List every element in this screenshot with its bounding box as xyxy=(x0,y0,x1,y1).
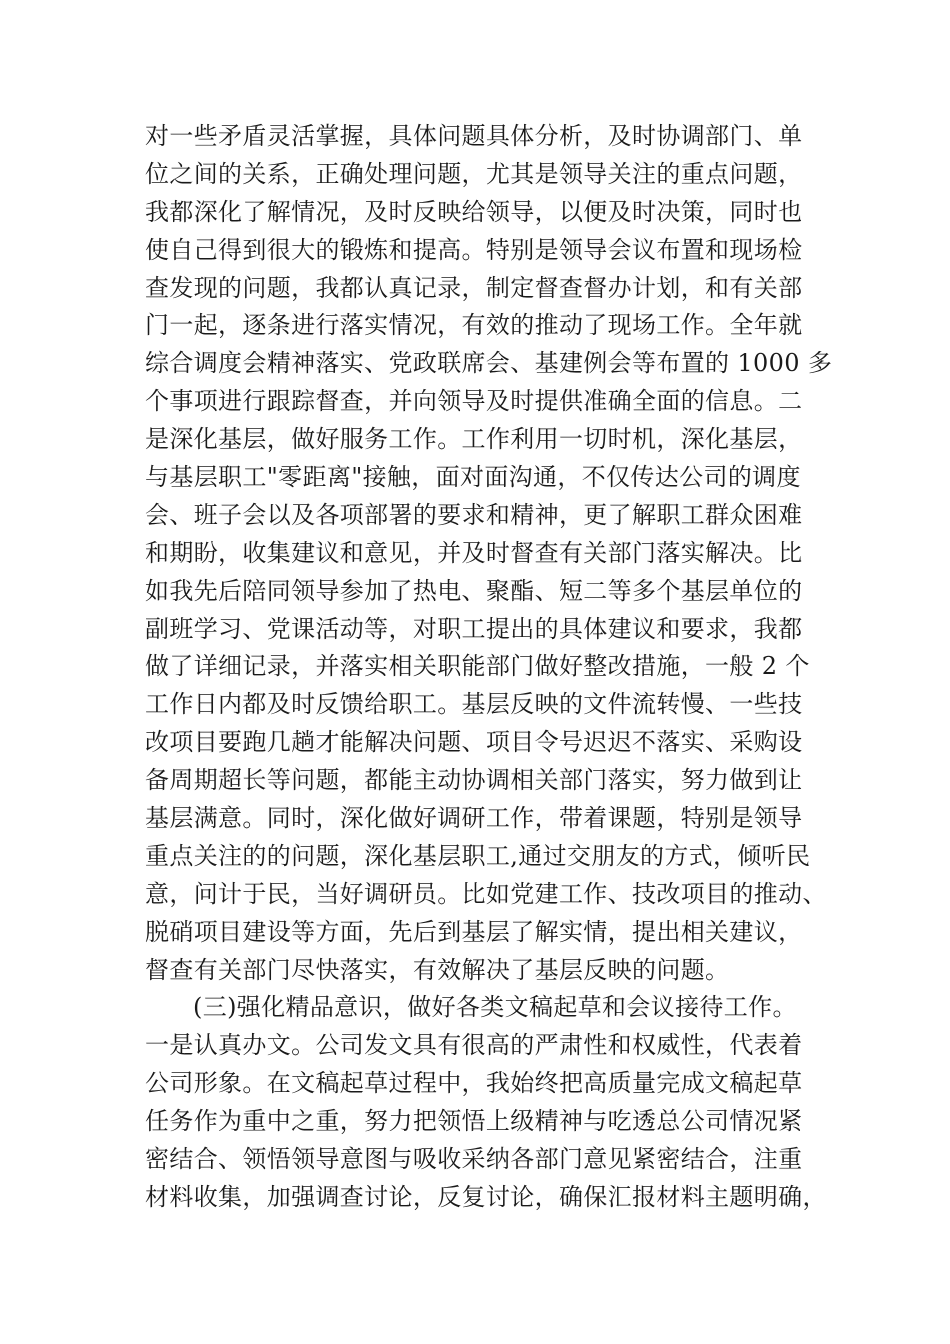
text-line: 与基层职工"零距离"接触，面对面沟通，不仅传达公司的调度 xyxy=(145,463,801,492)
text-line: 个事项进行跟踪督查，并向领导及时提供准确全面的信息。二 xyxy=(145,387,803,416)
text-line: 查发现的问题，我都认真记录，制定督查督办计划，和有关部 xyxy=(145,273,803,302)
text-line: 任务作为重中之重，努力把领悟上级精神与吃透总公司情况紧 xyxy=(145,1107,803,1136)
text-line: 脱硝项目建设等方面，先后到基层了解实情，提出相关建议， xyxy=(145,917,803,946)
text-line: 备周期超长等问题，都能主动协调相关部门落实，努力做到让 xyxy=(145,766,803,795)
text-line: 副班学习、党课活动等，对职工提出的具体建议和要求，我都 xyxy=(145,614,803,643)
text-line: 是深化基层，做好服务工作。工作利用一切时机，深化基层， xyxy=(145,425,803,454)
text-line: 综合调度会精神落实、党政联席会、基建例会等布置的 1000 多 xyxy=(145,349,833,378)
text-line: 做了详细记录，并落实相关职能部门做好整改措施，一般 2 个 xyxy=(145,652,810,681)
text-line: 材料收集，加强调查讨论，反复讨论，确保汇报材料主题明确， xyxy=(145,1182,827,1211)
text-line: 密结合、领悟领导意图与吸收采纳各部门意见紧密结合，注重 xyxy=(145,1145,803,1174)
body-text xyxy=(145,118,833,1217)
text-line: 一是认真办文。公司发文具有很高的严肃性和权威性，代表着 xyxy=(145,1031,803,1060)
text-line: 督查有关部门尽快落实，有效解决了基层反映的问题。 xyxy=(145,955,730,984)
section-heading-line: (三)强化精品意识，做好各类文稿起草和会议接待工作。 xyxy=(193,993,797,1022)
text-line: 门一起，逐条进行落实情况，有效的推动了现场工作。全年就 xyxy=(145,311,803,340)
text-line: 重点关注的的问题，深化基层职工,通过交朋友的方式，倾听民 xyxy=(145,841,811,870)
text-line: 意，问计于民，当好调研员。比如党建工作、技改项目的推动、 xyxy=(145,879,827,908)
text-line: 基层满意。同时，深化做好调研工作，带着课题，特别是领导 xyxy=(145,804,803,833)
text-line: 改项目要跑几趟才能解决问题、项目令号迟迟不落实、采购设 xyxy=(145,728,803,757)
text-line: 会、班子会以及各项部署的要求和精神，更了解职工群众困难 xyxy=(145,500,803,529)
text-line: 对一些矛盾灵活掌握，具体问题具体分析，及时协调部门、单 xyxy=(145,122,803,150)
text-line: 公司形象。在文稿起草过程中，我始终把高质量完成文稿起草 xyxy=(145,1069,803,1098)
text-line: 和期盼，收集建议和意见，并及时督查有关部门落实解决。比 xyxy=(145,538,803,567)
text-line: 如我先后陪同领导参加了热电、聚酯、短二等多个基层单位的 xyxy=(145,576,803,605)
text-line: 使自己得到很大的锻炼和提高。特别是领导会议布置和现场检 xyxy=(145,235,803,264)
text-line: 工作日内都及时反馈给职工。基层反映的文件流转慢、一些技 xyxy=(145,690,803,719)
text-line: 位之间的关系，正确处理问题，尤其是领导关注的重点问题， xyxy=(145,159,803,188)
text-line: 我都深化了解情况，及时反映给领导，以便及时决策，同时也 xyxy=(145,197,803,226)
